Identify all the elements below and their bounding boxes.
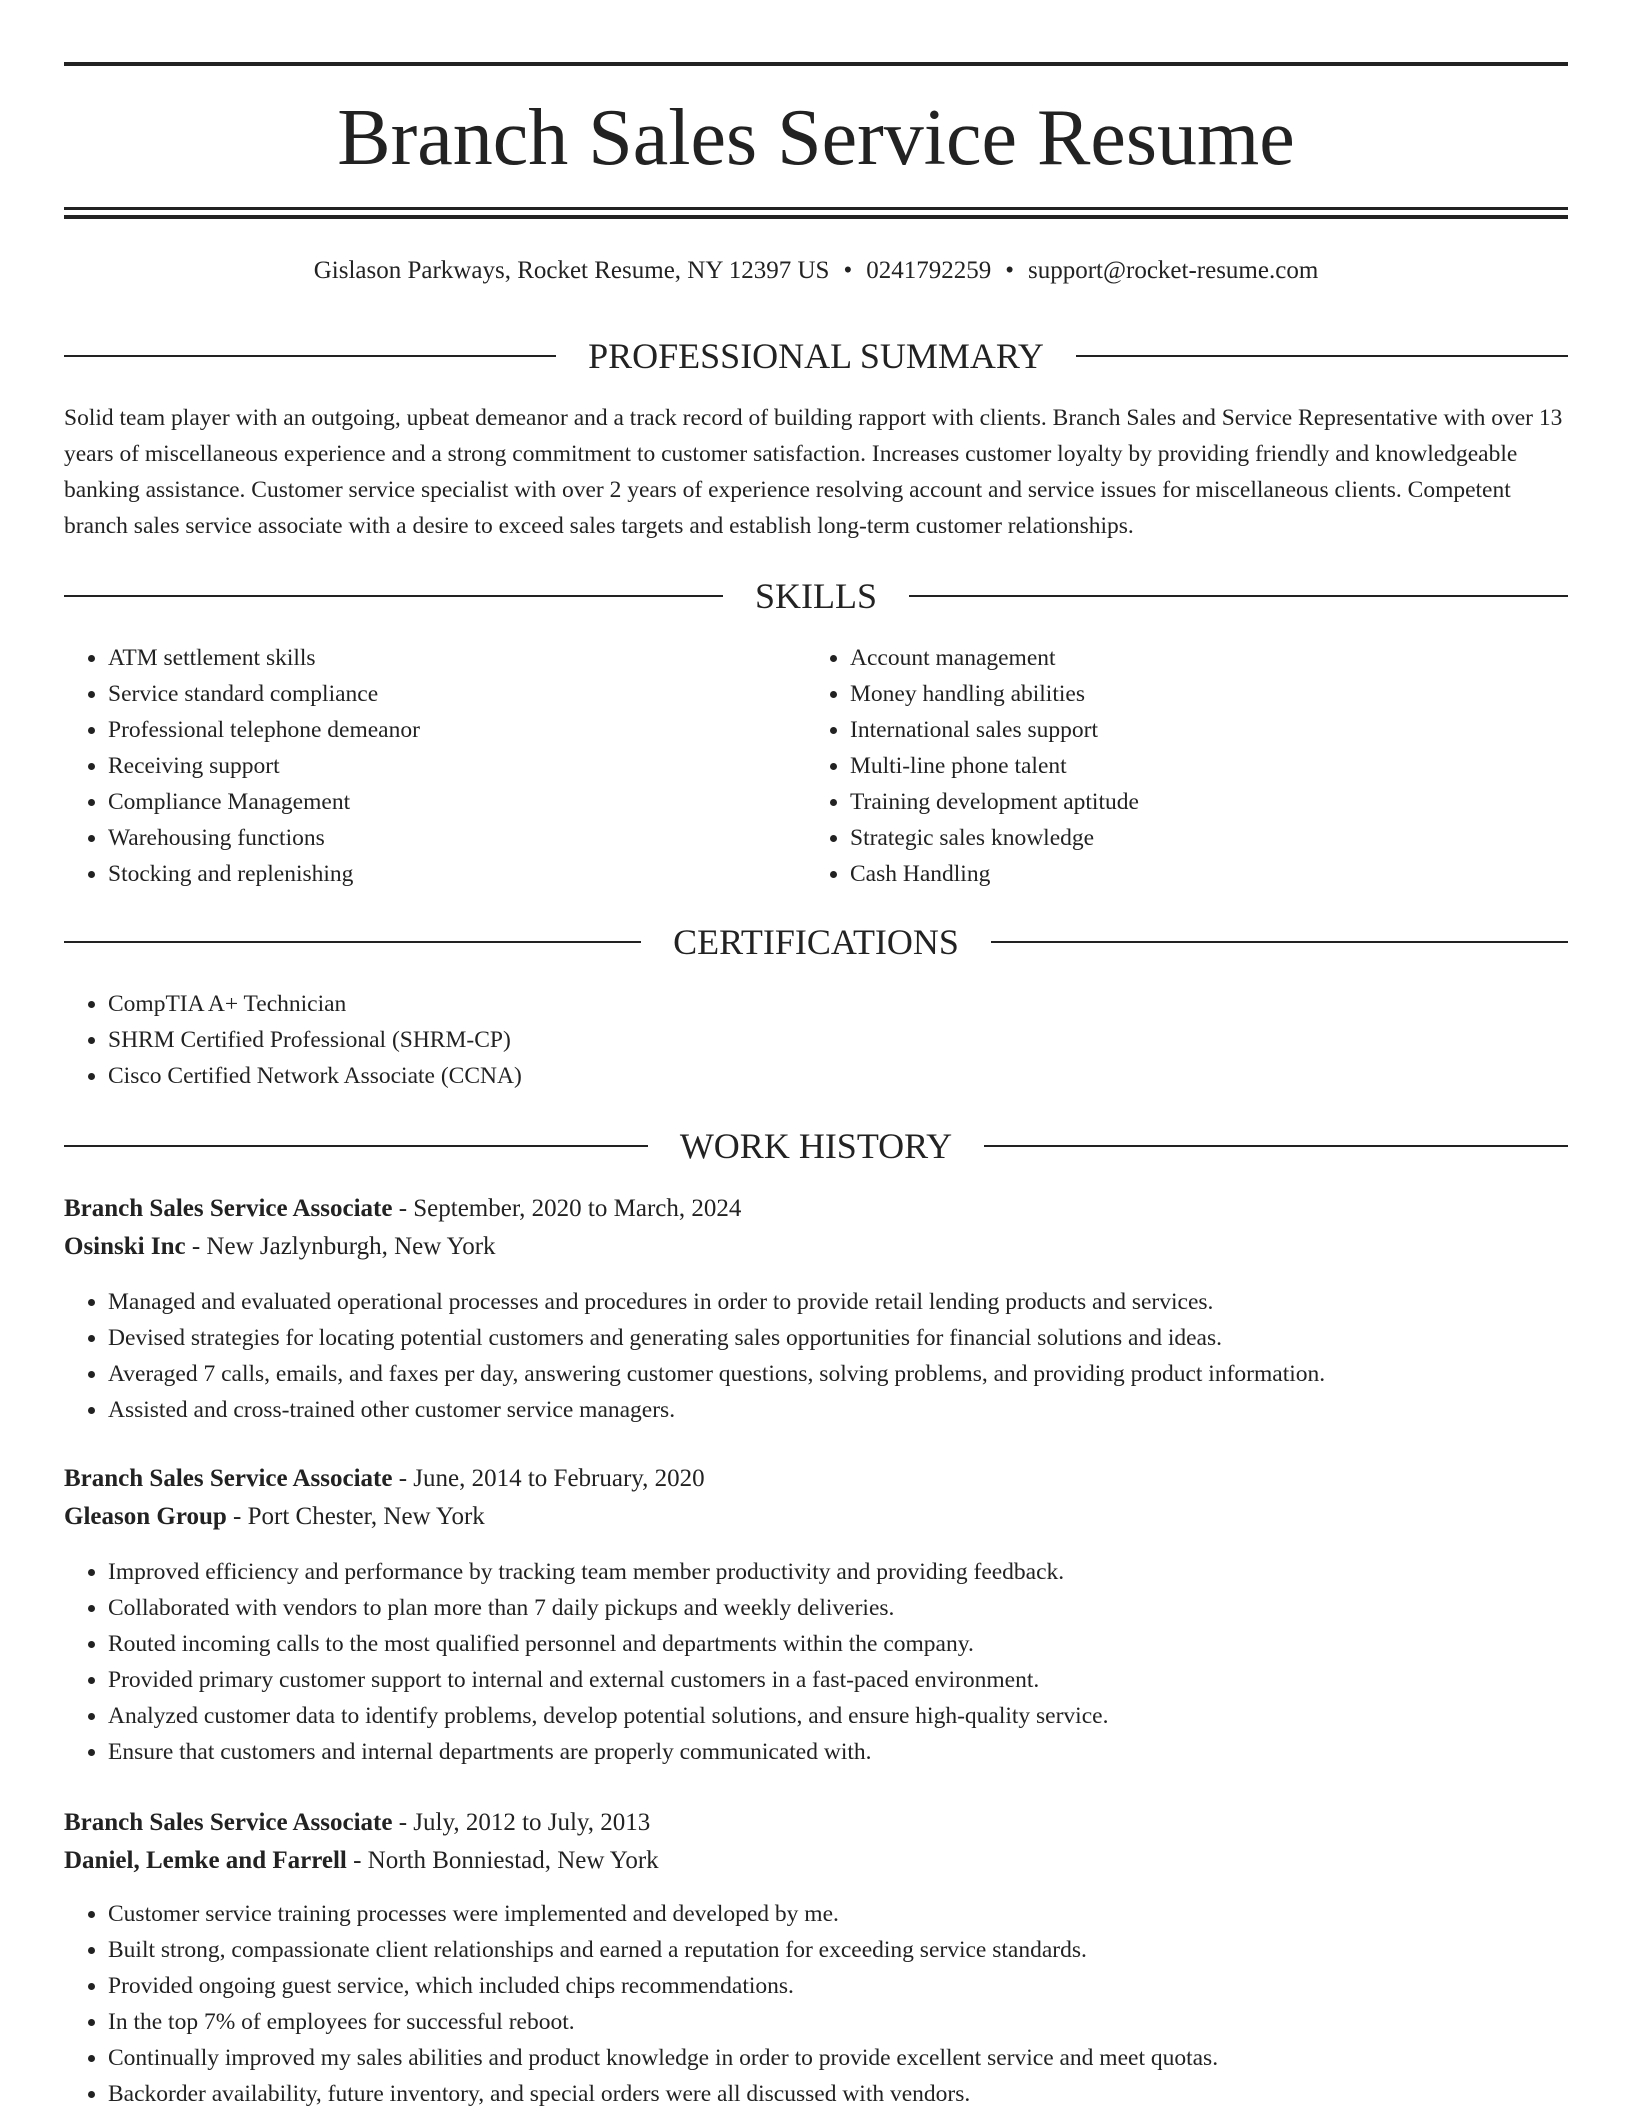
certifications-heading-label: CERTIFICATIONS — [673, 922, 959, 962]
job-bullet: • Backorder availability, future inventory, and special orders were all discussed with vendors. — [108, 2076, 1568, 2112]
contact-separator: • — [1005, 257, 1014, 284]
skills-heading-label: SKILLS — [755, 576, 878, 616]
job-title-line — [64, 1190, 1568, 1228]
job-bullet: • Built strong, compassionate client relationships and earned a reputation for exceeding service standards. — [108, 1932, 1568, 1968]
heading-rule-right — [909, 595, 1568, 597]
heading-rule-right — [991, 941, 1568, 943]
top-rule — [64, 62, 1568, 66]
job-bullet: • Continually improved my sales abilities and product knowledge in order to provide excellent service and meet quotas. — [108, 2040, 1568, 2076]
contact-line — [64, 254, 1568, 288]
job-bullet: • Improved efficiency and performance by tracking team member productivity and providing feedback. — [108, 1554, 1568, 1590]
contact-email: support@rocket-resume.com — [1027, 257, 1319, 284]
job-company-line — [64, 1228, 1568, 1266]
job-title-line — [64, 1804, 1568, 1842]
certifications-heading — [64, 920, 1568, 964]
job-title: Branch Sales Service Associate — [64, 1809, 393, 1836]
job-location: - North Bonniestad, New York — [346, 1847, 659, 1874]
skill-item: • Stocking and replenishing — [108, 856, 808, 892]
job-company: Osinski Inc — [64, 1233, 186, 1260]
skills-heading — [64, 574, 1568, 618]
skill-item: • Strategic sales knowledge — [850, 820, 1550, 856]
job-bullet: • Routed incoming calls to the most qualified personnel and departments within the company. — [108, 1626, 1568, 1662]
skill-item: • Cash Handling — [850, 856, 1550, 892]
job-company: Gleason Group — [64, 1503, 227, 1530]
skills-list-right — [806, 640, 1550, 892]
certification-item: • Cisco Certified Network Associate (CCNA) — [108, 1058, 1568, 1094]
skill-item: • Training development aptitude — [850, 784, 1550, 820]
job-title-line — [64, 1460, 1568, 1498]
job-company-line — [64, 1498, 1568, 1536]
skills-list-left — [64, 640, 808, 892]
job-bullet: • Provided primary customer support to internal and external customers in a fast-paced environment. — [108, 1662, 1568, 1698]
skill-item: • Professional telephone demeanor — [108, 712, 808, 748]
job-bullets — [64, 1284, 1568, 1428]
skill-item: • ATM settlement skills — [108, 640, 808, 676]
contact-separator: • — [843, 257, 853, 284]
job-title: Branch Sales Service Associate — [64, 1195, 393, 1222]
certification-item: • CompTIA A+ Technician — [108, 986, 1568, 1022]
heading-rule-left — [64, 595, 723, 597]
job-bullets — [64, 1896, 1568, 2112]
job-bullet: • Collaborated with vendors to plan more than 7 daily pickups and weekly deliveries. — [108, 1590, 1568, 1626]
heading-rule-left — [64, 1145, 648, 1147]
skill-item: • International sales support — [850, 712, 1550, 748]
job-company: Daniel, Lemke and Farrell — [64, 1847, 347, 1874]
summary-heading-label: PROFESSIONAL SUMMARY — [588, 336, 1044, 376]
job-bullet: • Averaged 7 calls, emails, and faxes per day, answering customer questions, solving problems, and providing product information. — [108, 1356, 1568, 1392]
job-bullet: • Devised strategies for locating potential customers and generating sales opportunities for financial solutions and ideas. — [108, 1320, 1568, 1356]
job-dates: - July, 2012 to July, 2013 — [392, 1809, 651, 1836]
job-bullet: • In the top 7% of employees for successful reboot. — [108, 2004, 1568, 2040]
job-bullet: • Ensure that customers and internal departments are properly communicated with. — [108, 1734, 1568, 1770]
job-bullet: • Customer service training processes were implemented and developed by me. — [108, 1896, 1568, 1932]
work-history-heading-label: WORK HISTORY — [679, 1126, 953, 1166]
skill-item: • Service standard compliance — [108, 676, 808, 712]
contact-phone: 0241792259 — [866, 257, 992, 284]
job-dates: - September, 2020 to March, 2024 — [392, 1195, 742, 1222]
work-history-heading — [64, 1124, 1568, 1168]
job-title: Branch Sales Service Associate — [64, 1465, 393, 1492]
heading-rule-right — [984, 1145, 1568, 1147]
job-bullets — [64, 1554, 1568, 1770]
certification-item: • SHRM Certified Professional (SHRM-CP) — [108, 1022, 1568, 1058]
job-company-line — [64, 1842, 1568, 1880]
job-location: - Port Chester, New York — [226, 1503, 485, 1530]
skill-item: • Receiving support — [108, 748, 808, 784]
heading-rule-left — [64, 941, 641, 943]
summary-text: Solid team player with an outgoing, upbeat demeanor and a track record of building rapport with clients. Branch Sales and Service Representative with over 13 years of miscellaneous experience and a strong commitment to customer satisfaction. Increases customer loyalty by providing friendly and knowledgeable banking assistance. Customer service specialist with over 2 years of experience resolving account and service issues for miscellaneous clients. Competent branch sales service associate with a desire to exceed sales targets and establish long-term customer relationships. — [64, 405, 1563, 539]
skill-item: • Multi-line phone talent — [850, 748, 1550, 784]
job-bullet: • Assisted and cross-trained other customer service managers. — [108, 1392, 1568, 1428]
heading-rule-right — [1076, 355, 1568, 357]
summary-heading — [64, 334, 1568, 378]
heading-rule-left — [64, 355, 556, 357]
title-rule-lower — [64, 215, 1568, 219]
skill-item: • Account management — [850, 640, 1550, 676]
job-bullet: • Provided ongoing guest service, which included chips recommendations. — [108, 1968, 1568, 2004]
skill-item: • Warehousing functions — [108, 820, 808, 856]
job-dates: - June, 2014 to February, 2020 — [392, 1465, 705, 1492]
skill-item: • Money handling abilities — [850, 676, 1550, 712]
title-rule-upper — [64, 207, 1568, 210]
skill-item: • Compliance Management — [108, 784, 808, 820]
job-location: - New Jazlynburgh, New York — [185, 1233, 496, 1260]
job-bullet: • Analyzed customer data to identify problems, develop potential solutions, and ensure high-quality service. — [108, 1698, 1568, 1734]
resume-title: Branch Sales Service Resume — [337, 94, 1295, 182]
job-bullet: • Managed and evaluated operational processes and procedures in order to provide retail lending products and services. — [108, 1284, 1568, 1320]
contact-address: Gislason Parkways, Rocket Resume, NY 12397 US — [313, 257, 830, 284]
certifications-list — [64, 986, 1568, 1094]
